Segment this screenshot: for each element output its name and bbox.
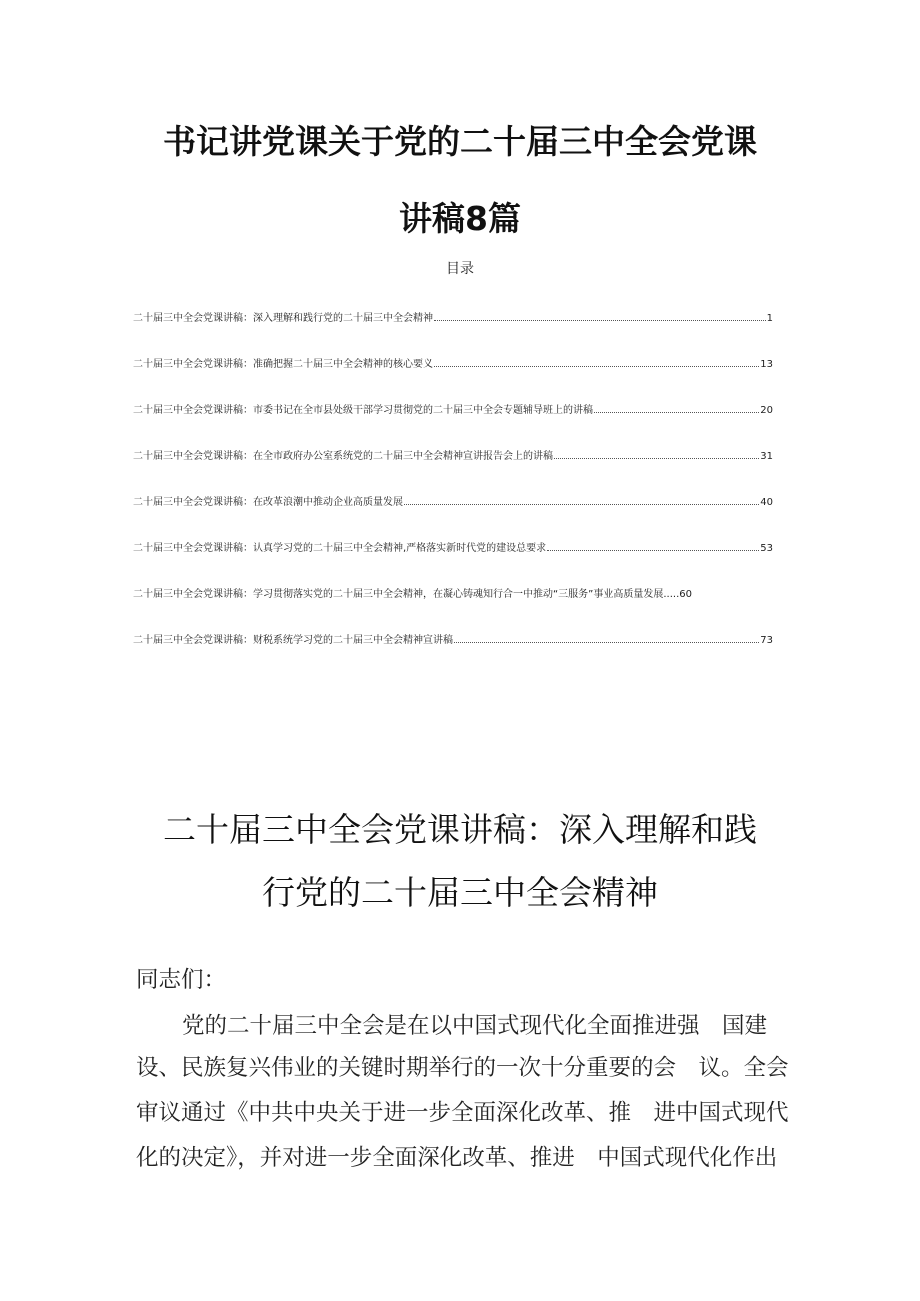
body-line: 化的决定》，并对进一步全面深化改革、推进 中国式现代化作出 [136, 1145, 778, 1171]
body-line: 党的二十届三中全会是在以中国式现代化全面推进强 国建 [182, 1013, 768, 1039]
toc-entry-page: 31 [760, 451, 773, 462]
toc-entry-page: 20 [760, 405, 773, 416]
section-title-line-1: 二十届三中全会党课讲稿：深入理解和践 [163, 810, 757, 849]
toc-entry[interactable] [133, 400, 773, 416]
body-line: 设、民族复兴伟业的关键时期举行的一次十分重要的会 议。全会 [136, 1055, 789, 1081]
toc-entry-page: 40 [760, 497, 773, 508]
toc-entry-text: 二十届三中全会党课讲稿：学习贯彻落实党的二十届三中全会精神，在凝心铸魂知行合一中推动“三服务”事业高质量发展..... [133, 589, 680, 600]
toc-entry-text: 二十届三中全会党课讲稿：认真学习党的二十届三中全会精神,严格落实新时代党的建设总要求 [133, 543, 547, 554]
toc-entry[interactable] [133, 492, 773, 508]
toc-leader-dots [554, 458, 759, 459]
toc-entry-text: 二十届三中全会党课讲稿：在全市政府办公室系统党的二十届三中全会精神宣讲报告会上的讲稿 [133, 451, 553, 462]
body-line: 审议通过《中共中央关于进一步全面深化改革、推 进中国式现代 [136, 1100, 789, 1126]
toc-entry-text: 二十届三中全会党课讲稿：市委书记在全市县处级干部学习贯彻党的二十届三中全会专题辅导班上的讲稿 [133, 405, 593, 416]
toc-entry-text: 二十届三中全会党课讲稿：在改革浪潮中推动企业高质量发展 [133, 497, 403, 508]
toc-entry-text: 二十届三中全会党课讲稿：财税系统学习党的二十届三中全会精神宣讲稿 [133, 635, 453, 646]
toc-entry[interactable] [133, 308, 773, 324]
toc-leader-dots [594, 412, 759, 413]
toc-entry-text: 二十届三中全会党课讲稿：深入理解和践行党的二十届三中全会精神 [133, 313, 433, 324]
toc-entry-text: 二十届三中全会党课讲稿：准确把握二十届三中全会精神的核心要义 [133, 359, 433, 370]
document-title-line-2: 讲稿8篇 [399, 199, 521, 238]
toc-leader-dots [547, 550, 759, 551]
toc-leader-dots [434, 320, 766, 321]
section-title-line-2: 行党的二十届三中全会精神 [262, 873, 658, 912]
toc-entry-page: 13 [760, 359, 773, 370]
toc-entry[interactable] [133, 354, 773, 370]
toc-entry[interactable] [133, 538, 773, 554]
toc-heading: 目录 [446, 261, 474, 277]
toc-leader-dots [404, 504, 759, 505]
toc-leader-dots [434, 366, 759, 367]
document-title-line-1: 书记讲党课关于党的二十届三中全会党课 [163, 122, 757, 161]
toc-entry-page: 73 [760, 635, 773, 646]
toc-leader-dots [454, 642, 759, 643]
toc-entry[interactable] [133, 584, 773, 600]
toc-entry[interactable] [133, 446, 773, 462]
toc-entry-page: 60 [679, 589, 692, 600]
toc-entry[interactable] [133, 630, 773, 646]
toc-entry-page: 53 [760, 543, 773, 554]
salutation: 同志们： [136, 967, 227, 993]
toc-entry-page: 1 [766, 313, 773, 324]
